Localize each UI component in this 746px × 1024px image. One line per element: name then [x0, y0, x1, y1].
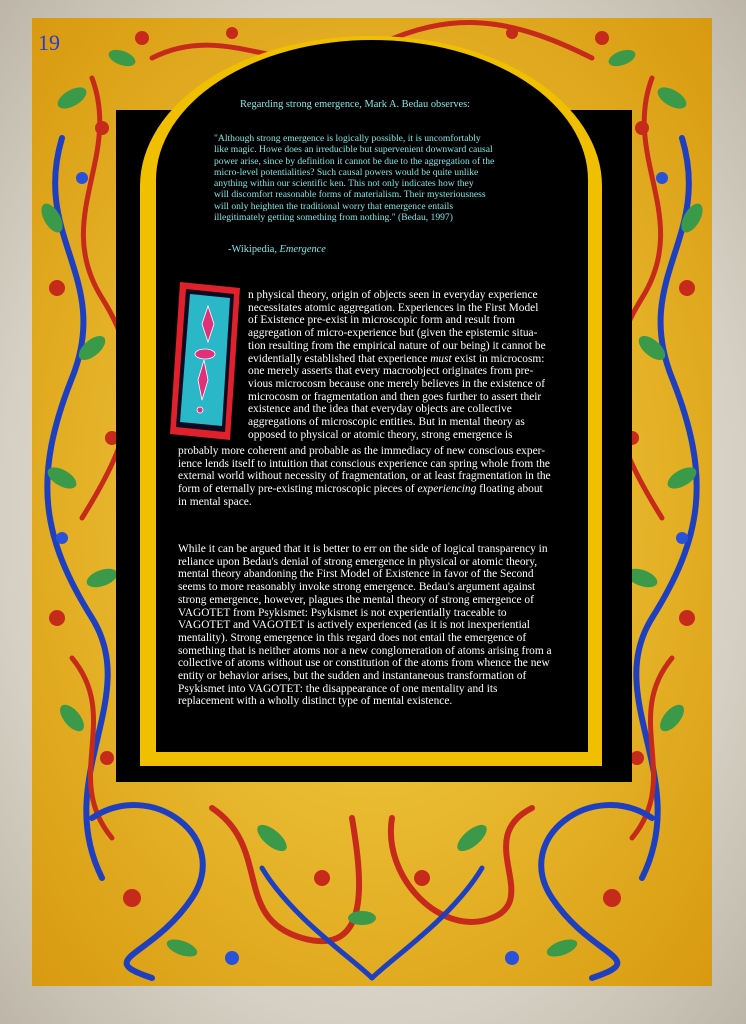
body-line: aggregation of micro-experience but (given the epistemic situa-: [248, 327, 538, 340]
body-line: reliance upon Bedau's denial of strong emergence in physical or atomic theory,: [178, 555, 538, 568]
body-line: While it can be argued that it is better to err on the side of logical transparency in: [178, 543, 548, 555]
emphasis-experiencing: experiencing: [417, 483, 477, 496]
body-line-text: floating about: [476, 483, 543, 496]
body-line: vious microcosm because one merely believes in the existence of: [248, 377, 546, 390]
body-line: collective of atoms without use or constitution of the atoms from whence the new: [178, 657, 550, 670]
body-line: probably more coherent and probable as the immediacy of new conscious exper-: [178, 445, 545, 457]
body-paragraph-1-narrow: [248, 289, 578, 441]
quote-line: will discomfort reasonable forms of materialism. Their mysteriousness: [214, 189, 486, 201]
body-line: [248, 353, 578, 366]
quote-source: [228, 244, 326, 255]
body-line: entity or behavior arises, but the sudden and instantaneous transformation of: [178, 670, 527, 683]
body-line: in mental space.: [178, 495, 252, 508]
quote-line: power arise, since by definition it cannot be due to the aggregation of the: [214, 155, 495, 167]
emphasis-must: must: [430, 352, 452, 365]
body-line: mentality). Strong emergence in this regard does not entail the emergence of: [178, 631, 527, 644]
body-line: VAGOTET from Psykismet: Psykismet is not experientially traceable to: [178, 606, 507, 619]
body-line: tion resulting from the empirical nature of our being) it cannot be: [248, 339, 546, 352]
body-line: aggregations of microscopic entities. But in mental theory as: [248, 416, 525, 429]
body-line: something that is neither atoms nor a new conglomeration of atoms arising from a: [178, 644, 552, 657]
dropcap-ornament-icon: [168, 280, 242, 442]
body-line: replacement with a wholly distinct type of mental existence.: [178, 695, 453, 708]
body-line: strong emergence, however, plagues the mental theory of strong emergence of: [178, 593, 534, 606]
quote-line: will only heighten the traditional worry that emergence entails: [214, 200, 454, 212]
quote-intro: Regarding strong emergence, Mark A. Bedau observes:: [240, 99, 471, 110]
block-quote: [214, 133, 554, 223]
quote-source-prefix: -Wikipedia,: [228, 244, 280, 255]
body-line: microcosm or fragmentation and then goes further to assert their: [248, 390, 542, 403]
body-line: one merely asserts that every macroobject originates from pre-: [248, 365, 534, 378]
quote-line: illegitimately getting something from nothing." (Bedau, 1997): [214, 212, 453, 224]
body-line-text: form of eternally pre-existing microscopic pieces of: [178, 483, 418, 496]
quote-line: like magic. Howe does an irreducible but supervenient downward causal: [214, 144, 493, 156]
body-paragraph-1-wide: [178, 445, 578, 509]
body-line: VAGOTET and VAGOTET is actively experienced (as it is not inexperiential: [178, 619, 530, 632]
body-line: necessitates atomic aggregation. Experiences in the First Model: [248, 301, 539, 314]
page-number: 19: [38, 30, 60, 55]
body-line: ience lends itself to intuition that conscious experience can spring whole from the: [178, 457, 550, 470]
body-paragraph-2: [178, 543, 578, 708]
body-line-text: evidentially established that experience: [248, 352, 431, 365]
body-line: opposed to physical or atomic theory, strong emergence is: [248, 428, 513, 441]
quote-source-title: Emergence: [279, 244, 326, 255]
quote-line: "Although strong emergence is logically possible, it is uncomfortably: [214, 133, 481, 144]
body-line: [178, 483, 578, 496]
quote-line: micro-level potentialities? Such causal powers would be quite unlike: [214, 166, 479, 178]
dropcap-letter-i: [168, 280, 242, 442]
body-line: Psykismet into VAGOTET: the disappearance of one mentality and its: [178, 682, 498, 695]
quote-line: anything within our scientific ken. This not only indicates how they: [214, 178, 474, 190]
body-line: external world without necessity of fragmentation, or at least fragmentation in the: [178, 470, 551, 483]
body-line-text: exist in microcosm:: [451, 352, 545, 365]
body-line: existence and the idea that everyday objects are collective: [248, 403, 512, 416]
body-line: seems to more reasonably invoke strong emergence. Bedau's argument against: [178, 581, 536, 594]
body-line: of Existence pre-exist in microscopic form and result from: [248, 314, 515, 327]
body-line: mental theory abandoning the First Model of Existence in favor of the Second: [178, 568, 534, 581]
body-line: n physical theory, origin of objects seen in everyday experience: [248, 289, 538, 301]
